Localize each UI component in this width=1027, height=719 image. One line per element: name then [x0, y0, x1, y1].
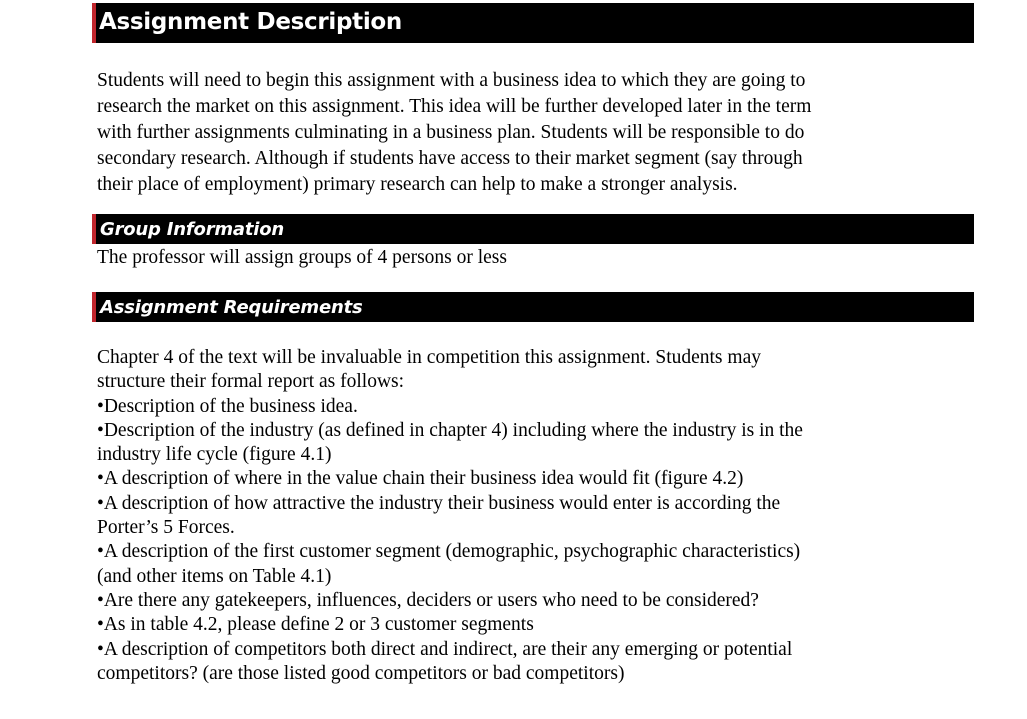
assignment-requirements-heading: Assignment Requirements — [92, 292, 974, 322]
paragraph-line: their place of employment) primary research can help to make a stronger analysis. — [97, 174, 738, 195]
requirement-item: •A description of competitors both direct and indirect, are their any emerging or potential — [97, 638, 793, 660]
requirements-line: Chapter 4 of the text will be invaluable in competition this assignment. Students may — [97, 347, 761, 368]
paragraph-line: Students will need to begin this assignment with a business idea to which they are going to — [97, 70, 806, 91]
requirement-item-continuation: Porter’s 5 Forces. — [97, 517, 235, 539]
requirement-item-continuation: competitors? (are those listed good competitors or bad competitors) — [97, 662, 625, 684]
group-information-text: The professor will assign groups of 4 persons or less — [97, 247, 507, 268]
requirement-item-continuation: (and other items on Table 4.1) — [97, 565, 332, 587]
assignment-requirements-list — [97, 346, 803, 686]
requirement-item: •A description of how attractive the industry their business would enter is according the — [97, 492, 781, 514]
requirements-line: structure their formal report as follows: — [97, 371, 405, 393]
paragraph-line: with further assignments culminating in a business plan. Students will be responsible to do — [97, 122, 805, 143]
requirement-item: •Are there any gatekeepers, influences, deciders or users who need to be considered? — [97, 589, 759, 611]
requirement-item: •A description of the first customer segment (demographic, psychographic characteristics) — [97, 541, 801, 563]
group-information-heading: Group Information — [92, 214, 974, 244]
requirement-item: •Description of the business idea. — [97, 395, 358, 417]
requirement-item: •A description of where in the value chain their business idea would fit (figure 4.2) — [97, 468, 744, 490]
assignment-description-heading: Assignment Description — [92, 3, 974, 43]
requirement-item: •As in table 4.2, please define 2 or 3 customer segments — [97, 614, 534, 636]
paragraph-line: research the market on this assignment. This idea will be further developed later in the term — [97, 96, 812, 117]
requirement-item: •Description of the industry (as defined in chapter 4) including where the industry is in the — [97, 419, 803, 441]
paragraph-line: secondary research. Although if students have access to their market segment (say through — [97, 148, 803, 169]
requirement-item-continuation: industry life cycle (figure 4.1) — [97, 444, 332, 466]
assignment-description-paragraph — [97, 68, 811, 198]
